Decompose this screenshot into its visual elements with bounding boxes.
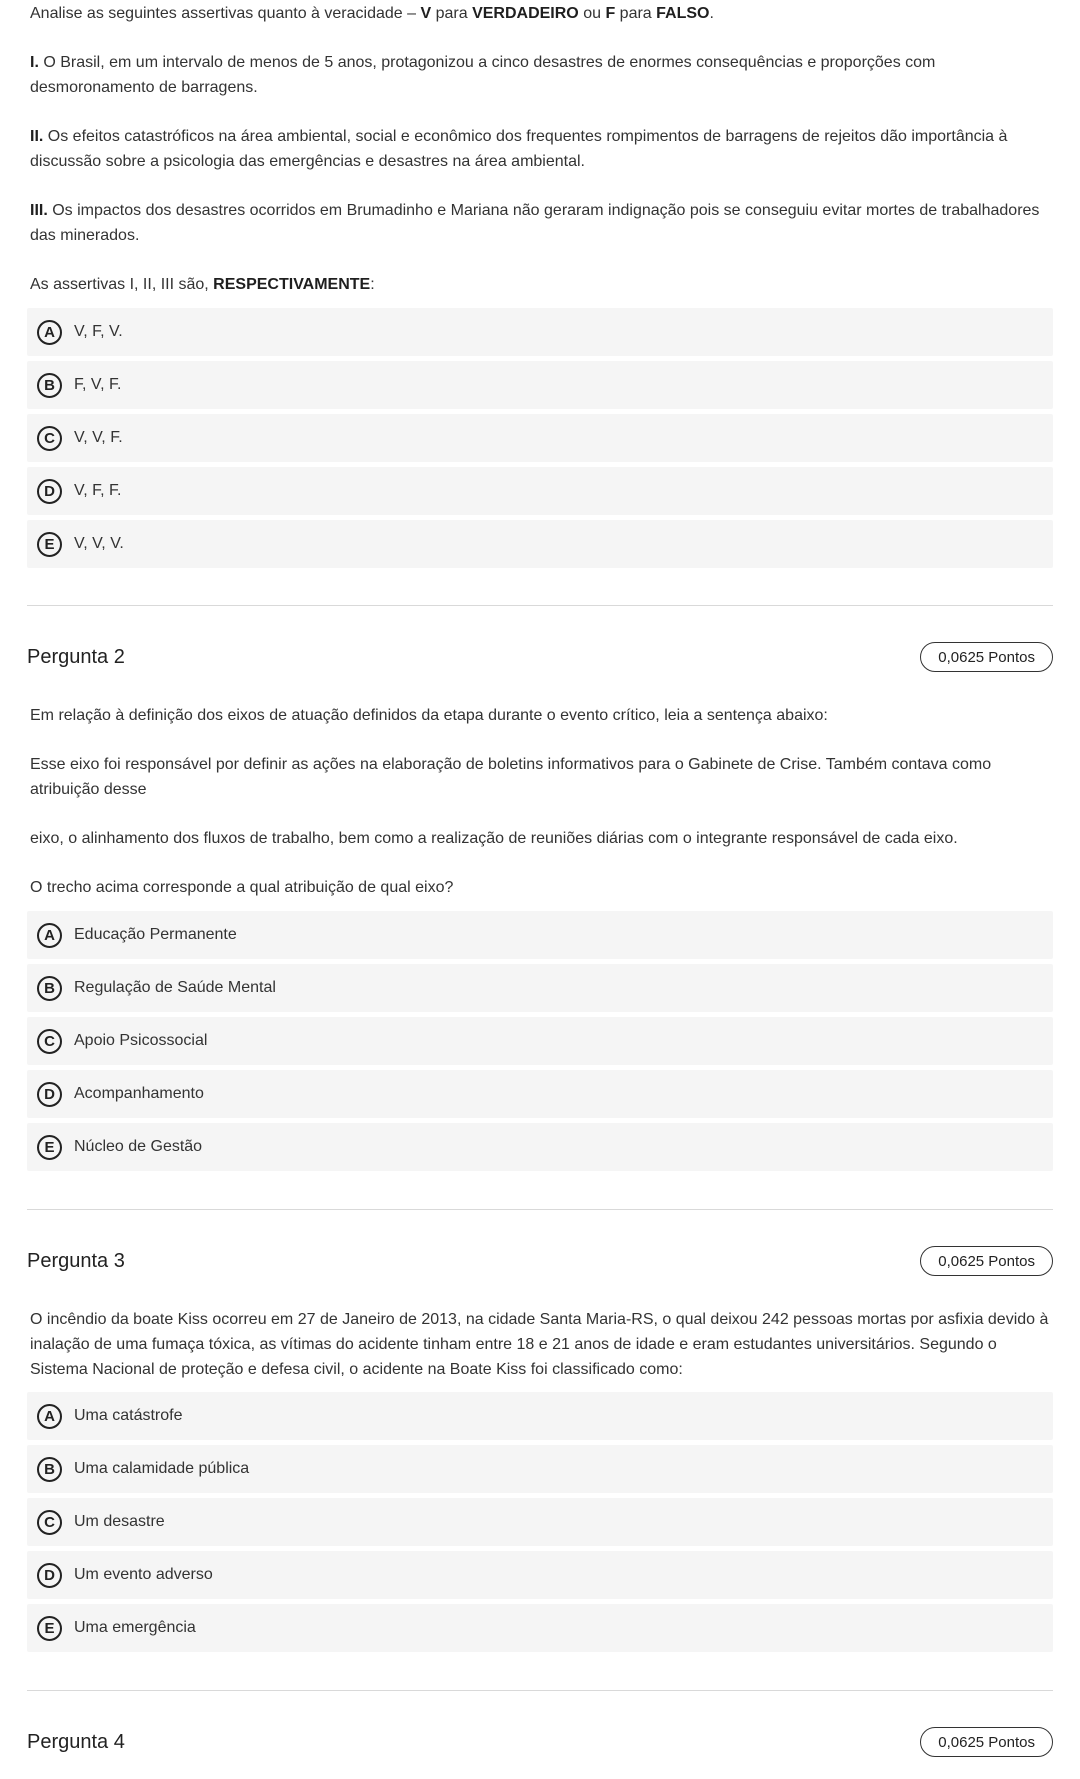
option-text: Apoio Psicossocial — [74, 1032, 208, 1049]
section-divider — [27, 1690, 1053, 1691]
option-letter: D — [37, 1563, 62, 1588]
question-2-options — [27, 911, 1053, 1176]
assertion-2: II. Os efeitos catastróficos na área ambiental, social e econômico dos frequentes rompimentos de barragens de rejeitos dão importância à discussão sobre a psicologia das emergências e desastres na área ambiental. — [30, 128, 1008, 170]
option-text: V, F, V. — [74, 323, 123, 340]
question-title: Pergunta 3 — [27, 1249, 125, 1272]
question-1-statement — [27, 1, 1053, 26]
question-4-header — [27, 1726, 1053, 1758]
option-text: Núcleo de Gestão — [74, 1138, 203, 1155]
option-a[interactable] — [27, 911, 1053, 959]
question-3-options — [27, 1392, 1053, 1657]
option-letter: A — [37, 923, 62, 948]
question-1-intro: Analise as seguintes assertivas quanto à veracidade – V para VERDADEIRO ou F para FALSO. — [30, 5, 714, 22]
option-text: Uma emergência — [74, 1619, 196, 1636]
section-divider — [27, 605, 1053, 606]
points-badge: 0,0625 Pontos — [920, 642, 1053, 672]
points-badge: 0,0625 Pontos — [920, 1246, 1053, 1276]
option-letter: A — [37, 1404, 62, 1429]
option-e[interactable] — [27, 520, 1053, 568]
section-divider — [27, 1209, 1053, 1210]
option-text: Uma catástrofe — [74, 1407, 183, 1424]
option-c[interactable] — [27, 1498, 1053, 1546]
option-letter: A — [37, 320, 62, 345]
question-2-paragraph-2: Esse eixo foi responsável por definir as ações na elaboração de boletins informativos para o Gabinete de Crise. Também contava como atribuição desse — [30, 756, 992, 798]
question-1-ask: As assertivas I, II, III são, RESPECTIVAMENTE: — [30, 276, 375, 293]
option-d[interactable] — [27, 1551, 1053, 1599]
option-c[interactable] — [27, 414, 1053, 462]
option-letter: C — [37, 1510, 62, 1535]
assertion-3: III. Os impactos dos desastres ocorridos em Brumadinho e Mariana não geraram indignação pois se conseguiu evitar mortes de trabalhadores das minerados. — [30, 202, 1040, 244]
option-e[interactable] — [27, 1123, 1053, 1171]
option-text: Educação Permanente — [74, 926, 237, 943]
option-b[interactable] — [27, 1445, 1053, 1493]
option-d[interactable] — [27, 467, 1053, 515]
option-text: V, V, F. — [74, 429, 123, 446]
option-a[interactable] — [27, 1392, 1053, 1440]
option-letter: C — [37, 1029, 62, 1054]
option-letter: E — [37, 1135, 62, 1160]
option-b[interactable] — [27, 964, 1053, 1012]
option-text: Acompanhamento — [74, 1085, 204, 1102]
option-text: V, V, V. — [74, 535, 124, 552]
option-letter: E — [37, 1616, 62, 1641]
option-c[interactable] — [27, 1017, 1053, 1065]
option-letter: D — [37, 1082, 62, 1107]
question-title: Pergunta 4 — [27, 1730, 125, 1753]
option-d[interactable] — [27, 1070, 1053, 1118]
question-1-options — [27, 308, 1053, 573]
question-2-paragraph-3: eixo, o alinhamento dos fluxos de trabalho, bem como a realização de reuniões diárias com o integrante responsável de cada eixo. — [30, 830, 958, 847]
option-text: Regulação de Saúde Mental — [74, 979, 276, 996]
question-2-ask: O trecho acima corresponde a qual atribuição de qual eixo? — [30, 879, 454, 896]
option-letter: B — [37, 373, 62, 398]
option-b[interactable] — [27, 361, 1053, 409]
option-letter: D — [37, 479, 62, 504]
option-text: Um desastre — [74, 1513, 165, 1530]
question-3-header — [27, 1245, 1053, 1277]
option-text: Um evento adverso — [74, 1566, 213, 1583]
option-text: Uma calamidade pública — [74, 1460, 250, 1477]
option-e[interactable] — [27, 1604, 1053, 1652]
option-letter: B — [37, 1457, 62, 1482]
question-3-paragraph: O incêndio da boate Kiss ocorreu em 27 de Janeiro de 2013, na cidade Santa Maria-RS, o qual deixou 242 pessoas mortas por asfixia devido à inalação de uma fumaça tóxica, as vítimas do acidente tinham entre 18 e 21 anos de idade e eram estudantes universitários. Segundo o Sistema Nacional de proteção e defesa civil, o acidente na Boate Kiss foi classificado como: — [30, 1311, 1049, 1378]
question-2-paragraph-1: Em relação à definição dos eixos de atuação definidos da etapa durante o evento crítico, leia a sentença abaixo: — [30, 707, 828, 724]
option-text: V, F, F. — [74, 482, 122, 499]
option-a[interactable] — [27, 308, 1053, 356]
assertion-1: I. O Brasil, em um intervalo de menos de 5 anos, protagonizou a cinco desastres de enormes consequências e proporções com desmoronamento de barragens. — [30, 54, 936, 96]
option-letter: C — [37, 426, 62, 451]
question-title: Pergunta 2 — [27, 645, 125, 668]
points-badge: 0,0625 Pontos — [920, 1727, 1053, 1757]
question-2-header — [27, 641, 1053, 673]
option-text: F, V, F. — [74, 376, 122, 393]
option-letter: B — [37, 976, 62, 1001]
option-letter: E — [37, 532, 62, 557]
